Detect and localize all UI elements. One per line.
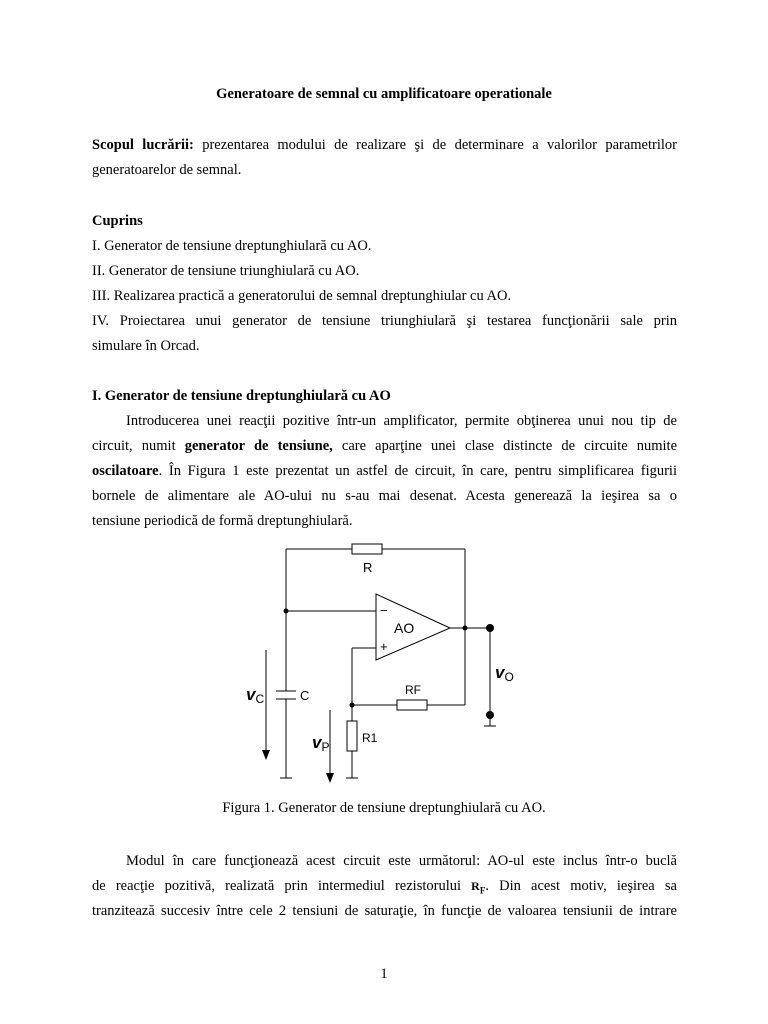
junction-output — [463, 626, 468, 631]
contents-item-4: IV. Proiectarea unui generator de tensiune triunghiulară şi testarea funcţionării sale prin — [92, 313, 677, 329]
explanation-line-3: tranzitează succesiv între cele 2 tensiuni de saturaţie, în funcţie de valoarea tensiunii de intrare — [92, 903, 677, 919]
label-minus: − — [380, 603, 388, 618]
resistor-r1 — [347, 721, 357, 751]
figure-caption: Figura 1. Generator de tensiune dreptunghiulară cu AO. — [222, 800, 546, 816]
label-ao: AO — [394, 620, 415, 636]
output-terminal-dot — [486, 624, 494, 632]
section-1 — [92, 384, 677, 534]
label-c: C — [300, 688, 310, 703]
section-1-line-3: oscilatoare. În Figura 1 este prezentat un astfel de circuit, în care, pentru simplificarea figurii — [92, 463, 677, 479]
purpose-line-2: generatoarelor de semnal. — [92, 162, 242, 178]
circuit-figure — [0, 535, 768, 795]
contents-item-4-cont: simulare în Orcad. — [92, 338, 200, 354]
resistor-r — [352, 544, 382, 554]
page-title: Generatoare de semnal cu amplificatoare operationale — [216, 86, 552, 102]
label-r: R — [363, 560, 373, 575]
explanation-paragraph — [92, 849, 677, 924]
explanation-line-1: Modul în care funcţionează acest circuit este următorul: AO-ul este inclus într-o buclă — [126, 853, 677, 869]
junction-inverting — [284, 609, 289, 614]
label-rf: RF — [405, 683, 421, 697]
page-number: 1 — [380, 966, 388, 982]
section-1-heading: I. Generator de tensiune dreptunghiulară cu AO — [92, 388, 391, 404]
contents-section — [92, 209, 677, 359]
section-1-line-4: bornele de alimentare ale AO-ului nu s-au mai desenat. Acesta generează la ieşirea sa o — [92, 488, 677, 504]
contents-item-1: I. Generator de tensiune dreptunghiulară cu AO. — [92, 238, 372, 254]
label-plus: + — [380, 639, 388, 654]
label-vo: vO — [495, 663, 514, 684]
label-vc: vC — [246, 685, 265, 706]
purpose-text-1: prezentarea modului de realizare şi de determinare a valorilor parametrilor — [202, 137, 677, 153]
section-1-line-5: tensiune periodică de formă dreptunghiulară. — [92, 513, 353, 529]
explanation-line-2: de reacţie pozitivă, realizată prin intermediul rezistorului $R_F$. Din acest motiv, ieşirea sa — [92, 878, 677, 896]
contents-item-3: III. Realizarea practică a generatorului de semnal dreptunghiular cu AO. — [92, 288, 512, 304]
junction-rf — [350, 703, 355, 708]
resistor-rf — [397, 700, 427, 710]
purpose-line-1 — [92, 133, 677, 158]
contents-item-2: II. Generator de tensiune triunghiulară cu AO. — [92, 263, 360, 279]
label-vp: vP — [312, 733, 330, 754]
contents-heading: Cuprins — [92, 213, 143, 229]
section-1-line-2: circuit, numit generator de tensiune, care aparţine unei clase distincte de circuite numite — [92, 438, 678, 454]
purpose-paragraph — [92, 133, 677, 183]
ground-terminal-dot — [486, 711, 494, 719]
label-r1: R1 — [362, 731, 378, 745]
section-1-line-1: Introducerea unei reacţii pozitive într-un amplificator, permite obţinerea unui nou tip de — [126, 413, 677, 429]
purpose-label: Scopul lucrării: — [92, 137, 194, 153]
